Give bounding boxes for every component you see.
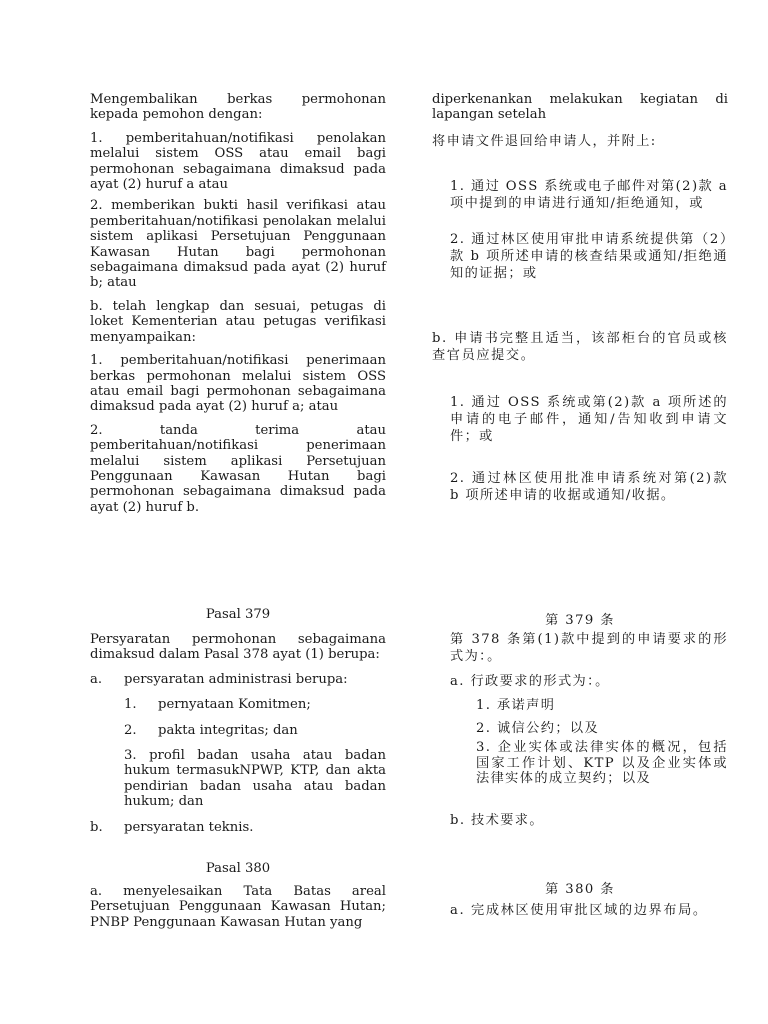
right-item-b1: 1. 通过 OSS 系统或第(2)款 a 项所述的申请的电子邮件，通知/告知收到申请文件；或: [450, 395, 728, 444]
left-item-1: 1. pemberitahuan/notifikasi penolakan melalui sistem OSS atau email bagi permohonan sebagaimana dimaksud pada ayat (2) huruf a atau: [90, 130, 386, 193]
p379-a1-label: 1.: [124, 697, 137, 713]
right-379-b: b. 技术要求。: [450, 813, 544, 828]
p379-intro: Persyaratan permohonan sebagaimana dimaksud dalam Pasal 378 ayat (1) berupa:: [90, 632, 386, 663]
p379-item-a3: 3. profil badan usaha atau badan hukum termasukNPWP, KTP, dan akta pendirian badan usaha atau badan hukum; dan: [124, 748, 386, 810]
p379-item-a2: [90, 723, 386, 738]
right-379-1: 1. 承诺声明: [476, 698, 556, 713]
left-item-b: b. telah lengkap dan sesuai, petugas di loket Kementerian atau petugas verifikasi menyampaikan:: [90, 298, 386, 345]
right-380-a: a. 完成林区使用审批区域的边界布局。: [450, 903, 708, 918]
p379-a-label: a.: [90, 671, 103, 687]
right-continuation: diperkenankan melakukan kegiatan di lapangan setelah: [432, 92, 728, 123]
right-intro: 将申请文件退回给申请人，并附上:: [432, 134, 657, 149]
left-pasal-379-title: Pasal 379: [205, 607, 271, 622]
right-column: [432, 92, 728, 129]
right-379-2: 2. 诚信公约；以及: [476, 721, 600, 736]
p379-a2-text: pakta integritas; dan: [158, 722, 298, 738]
p379-item-b: [90, 820, 386, 835]
left-item-2: 2. memberikan bukti hasil verifikasi atau pemberitahuan/notifikasi penolakan melalui sistem aplikasi Persetujuan Penggunaan Kawasan Hutan bagi permohonan sebagaimana dimaksud pada ayat (2) huruf b; atau: [90, 198, 386, 291]
right-379-3: 3. 企业实体或法律实体的概况，包括国家工作计划、KTP 以及企业实体或法律实体的成立契约；以及: [476, 740, 728, 786]
p379-item-a: [90, 672, 386, 687]
left-item-b1: 1. pemberitahuan/notifikasi penerimaan berkas permohonan melalui sistem OSS atau email bagi permohonan sebagaimana dimaksud pada ayat (2) huruf a; atau: [90, 353, 386, 415]
right-item-2: 2. 通过林区使用审批申请系统提供第（2）款 b 项所述申请的核查结果或通知/拒绝通知的证据；或: [450, 232, 728, 281]
left-pasal-379-body: [90, 632, 386, 841]
p379-b-text: persyaratan teknis.: [124, 819, 254, 835]
right-379-a: a. 行政要求的形式为：。: [450, 674, 610, 689]
right-article-379-title: 第 379 条: [545, 613, 615, 628]
right-item-b: b. 申请书完整且适当，该部柜台的官员或核查官员应提交。: [432, 331, 728, 363]
left-pasal-380-title: Pasal 380: [205, 861, 271, 876]
p379-a2-label: 2.: [124, 722, 137, 738]
p380-item-a: a. menyelesaikan Tata Batas areal Persetujuan Penggunaan Kawasan Hutan; PNBP Penggunaan Kawasan Hutan yang: [90, 884, 386, 930]
p379-a-text: persyaratan administrasi berupa:: [124, 671, 348, 687]
p379-b-label: b.: [90, 819, 103, 835]
right-item-b2: 2. 通过林区使用批准申请系统对第(2)款 b 项所述申请的收据或通知/收据。: [450, 471, 728, 503]
left-intro: Mengembalikan berkas permohonan kepada pemohon dengan:: [90, 92, 386, 123]
right-article-380-title: 第 380 条: [545, 882, 615, 897]
p379-a1-text: pernyataan Komitmen;: [158, 697, 311, 713]
right-item-1: 1. 通过 OSS 系统或电子邮件对第(2)款 a 项中提到的申请进行通知/拒绝通知，或: [450, 179, 728, 211]
right-379-intro: 第 378 条第(1)款中提到的申请要求的形式为：。: [450, 632, 728, 664]
left-column: [90, 92, 386, 521]
left-item-b2: 2. tanda terima atau pemberitahuan/notifikasi penerimaan melalui sistem aplikasi Persetujuan Penggunaan Kawasan Hutan bagi permohonan sebagaimana dimaksud pada ayat (2) huruf b.: [90, 422, 386, 515]
p379-item-a1: [90, 697, 386, 712]
